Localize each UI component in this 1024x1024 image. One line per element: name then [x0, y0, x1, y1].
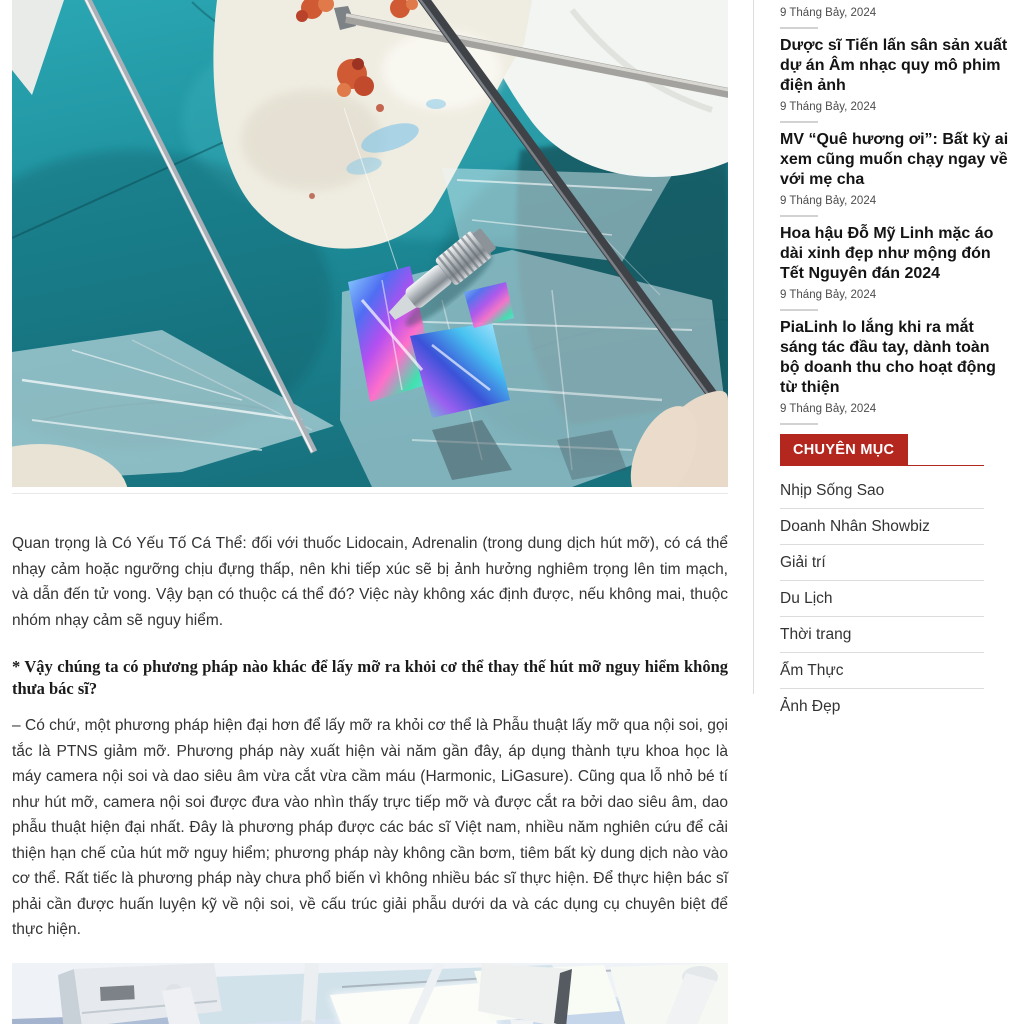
post-title-link[interactable]: Hoa hậu Đỗ Mỹ Linh mặc áo dài xinh đẹp như mộng đón Tết Nguyên đán 2024 [780, 225, 994, 282]
category-link-doanh-nhan-showbiz[interactable]: Doanh Nhân Showbiz [780, 509, 984, 545]
operating-room-illustration [12, 963, 728, 1024]
post-title-link[interactable]: MV “Quê hương ơi”: Bất kỳ ai xem cũng muốn chạy ngay về với mẹ cha [780, 131, 1009, 188]
category-link-nhip-song-sao[interactable]: Nhịp Sống Sao [780, 473, 984, 509]
surgery-closeup-photo [12, 0, 728, 487]
post-date: 9 Tháng Bảy, 2024 [780, 289, 877, 301]
category-link-giai-tri[interactable]: Giải trí [780, 545, 984, 581]
post-separator [780, 121, 818, 123]
recent-post [780, 130, 1011, 208]
categories-list [780, 473, 984, 724]
sidebar [780, 2, 1011, 724]
article-body [12, 0, 728, 1024]
paragraph-risk: Quan trọng là Có Yếu Tố Cá Thể: đối với thuốc Lidocain, Adrenalin (trong dung dịch hút mỡ), có cá thể nhạy cảm hoặc ngưỡng chịu đựng thấp, nên khi tiếp xúc sẽ bị ảnh hưởng nghiêm trọng lên tim mạch, và dẫn đến tử vong. Vậy bạn có thuộc cá thể đó? Việc này không xác định được, nếu không mai, thuộc nhóm nhạy cảm sẽ nguy hiểm. [12, 535, 728, 629]
recent-post-partial [780, 6, 1011, 20]
post-title-link[interactable]: Dược sĩ Tiến lấn sân sản xuất dự án Âm nhạc quy mô phim điện ảnh [780, 37, 1008, 94]
surgery-closeup-illustration [12, 0, 728, 487]
post-separator [780, 309, 818, 311]
post-separator [780, 423, 818, 425]
operating-room-photo [12, 963, 728, 1024]
interview-question: * Vậy chúng ta có phương pháp nào khác để lấy mỡ ra khỏi cơ thể thay thế hút mỡ nguy hiểm không thưa bác sĩ? [12, 657, 728, 698]
category-link-am-thuc[interactable]: Ẩm Thực [780, 653, 984, 689]
recent-post [780, 36, 1011, 114]
category-link-anh-dep[interactable]: Ảnh Đẹp [780, 698, 841, 715]
post-separator [780, 215, 818, 217]
recent-post [780, 224, 1011, 302]
post-date: 9 Tháng Bảy, 2024 [780, 101, 877, 113]
categories-title-badge: CHUYÊN MỤC [780, 434, 908, 466]
categories-widget-header [780, 434, 984, 466]
post-separator [780, 27, 818, 29]
content-sidebar-divider [753, 0, 754, 694]
photo-divider [12, 493, 728, 494]
post-title-link[interactable]: PiaLinh lo lắng khi ra mắt sáng tác đầu tay, dành toàn bộ doanh thu cho hoạt động từ thiện [780, 319, 996, 396]
category-link-thoi-trang[interactable]: Thời trang [780, 617, 984, 653]
post-date: 9 Tháng Bảy, 2024 [780, 403, 877, 415]
paragraph-answer: – Có chứ, một phương pháp hiện đại hơn để lấy mỡ ra khỏi cơ thể là Phẫu thuật lấy mỡ qua nội soi, gọi tắc là PTNS giảm mỡ. Phương pháp này xuất hiện vài năm gần đây, áp dụng thành tựu khoa học là máy camera nội soi và dao siêu âm vừa cắt vừa cầm máu (Harmonic, LiGasure). Cũng qua lỗ nhỏ bé tí như hút mỡ, camera nội soi được đưa vào nhìn thấy trực tiếp mỡ và được cắt ra bởi dao siêu âm, dao phẫu thuật hiện đại nhất. Đây là phương pháp được các bác sĩ Việt nam, nhiều năm nghiên cứu để cải thiện hạn chế của hút mỡ nguy hiểm; phương pháp này không cần bơm, tiêm bất kỳ dung dịch nào vào cơ thể. Rất tiếc là phương pháp này chưa phổ biến vì không nhiều bác sĩ thực hiện. Để thực hiện bác sĩ phải cần được huấn luyện kỹ về nội soi, về cấu trúc giải phẫu dưới da và các dụng cụ chuyên biệt để thực hiện. [12, 717, 728, 938]
recent-post [780, 318, 1011, 416]
post-date: 9 Tháng Bảy, 2024 [780, 7, 877, 19]
post-date: 9 Tháng Bảy, 2024 [780, 195, 877, 207]
category-link-du-lich[interactable]: Du Lịch [780, 581, 984, 617]
